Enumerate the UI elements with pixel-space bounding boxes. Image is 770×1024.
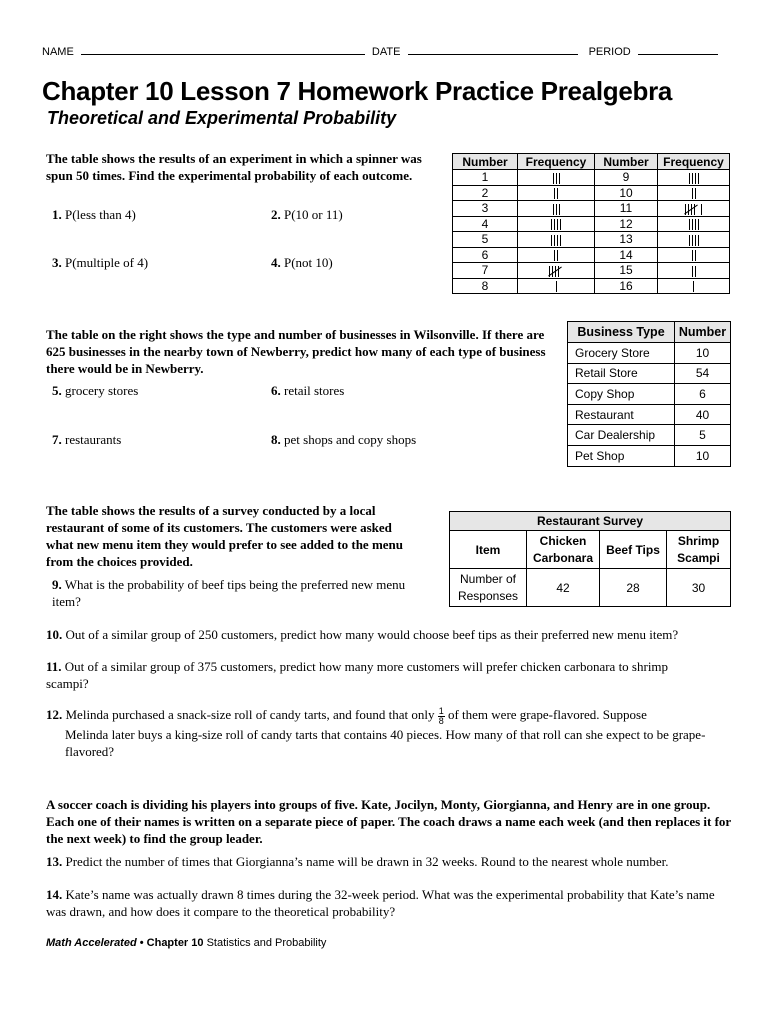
survey-intro: The table shows the results of a survey conducted by a local restaurant of some of its customers. The customers were asked what new menu item they would prefer to see added to the menu from the choices provided.	[46, 503, 403, 569]
question-14: 14. Kate’s name was actually drawn 8 times during the 32-week period. What was the experimental probability that Kate’s name was drawn, and how does it compare to the theoretical probability?	[46, 887, 715, 919]
question-7: 7. restaurants	[52, 432, 122, 447]
business-count: 10	[675, 343, 731, 364]
tally-marks	[554, 188, 558, 199]
spinner-frequency	[658, 216, 730, 232]
question-9: 9. What is the probability of beef tips being the preferred new menu item?	[52, 577, 406, 609]
tally-marks	[551, 219, 561, 230]
question-2: 2. P(10 or 11)	[271, 207, 343, 222]
responses-label: Number of Responses	[450, 569, 527, 607]
tally-marks	[554, 250, 558, 261]
spinner-number: 13	[595, 232, 658, 248]
question-6: 6. retail stores	[271, 383, 345, 398]
spinner-number: 2	[453, 185, 518, 201]
spinner-number: 4	[453, 216, 518, 232]
business-type: Car Dealership	[568, 425, 675, 446]
spinner-number: 12	[595, 216, 658, 232]
period-label: PERIOD	[588, 46, 631, 58]
tally-marks	[689, 219, 699, 230]
question-3: 3. P(multiple of 4)	[52, 255, 149, 270]
spinner-frequency	[658, 247, 730, 263]
date-field[interactable]	[408, 44, 578, 55]
spinner-frequency	[658, 263, 730, 279]
question-4: 4. P(not 10)	[271, 255, 333, 270]
item-header: Item	[450, 531, 527, 569]
col-number-2: Number	[595, 154, 658, 170]
spinner-number: 6	[453, 247, 518, 263]
survey-title: Restaurant Survey	[450, 512, 731, 531]
tally-marks	[689, 173, 699, 184]
spinner-number: 14	[595, 247, 658, 263]
business-count: 40	[675, 404, 731, 425]
question-12: 12. Melinda purchased a snack-size roll of candy tarts, and found that only $\frac{1}{8}$ of them were grape-flavored. Suppose Melinda later buys a king-size roll of candy tarts that contains 40 pieces. How many of that roll can she expect to be grape-flavored?	[46, 705, 706, 759]
question-13: 13. Predict the number of times that Giorgianna’s name will be drawn in 32 weeks. Round to the nearest whole number.	[46, 854, 669, 869]
col-number-1: Number	[453, 154, 518, 170]
beef-tips-header: Beef Tips	[600, 531, 667, 569]
spinner-frequency	[518, 185, 595, 201]
table-row	[453, 170, 730, 186]
business-type: Restaurant	[568, 404, 675, 425]
spinner-frequency	[518, 216, 595, 232]
restaurant-survey-table	[449, 511, 731, 607]
spinner-number: 8	[453, 278, 518, 294]
business-count: 10	[675, 445, 731, 466]
table-row	[568, 445, 731, 466]
spinner-frequency	[658, 232, 730, 248]
tally-marks	[689, 235, 699, 246]
spinner-frequency	[518, 170, 595, 186]
soccer-intro: A soccer coach is dividing his players into groups of five. Kate, Jocilyn, Monty, Giorgianna, and Henry are in one group. Each one of their names is written on a separate piece of paper. The coach draws a name each week (and then replaces it for the next week) to find the group leader.	[46, 797, 731, 846]
tally-marks	[685, 204, 702, 215]
question-8: 8. pet shops and copy shops	[271, 432, 417, 447]
spinner-frequency	[658, 278, 730, 294]
tally-marks	[556, 281, 557, 292]
business-type: Pet Shop	[568, 445, 675, 466]
spinner-frequency	[518, 232, 595, 248]
question-1: 1. P(less than 4)	[52, 207, 136, 222]
spinner-frequency	[518, 201, 595, 217]
spinner-frequency	[518, 263, 595, 279]
period-field[interactable]	[638, 44, 718, 55]
business-type: Retail Store	[568, 363, 675, 384]
question-5: 5. grocery stores	[52, 383, 139, 398]
table-row	[453, 232, 730, 248]
name-label: NAME	[42, 46, 74, 58]
tally-marks	[549, 266, 563, 277]
table-row	[453, 278, 730, 294]
business-count: 54	[675, 363, 731, 384]
table-row	[568, 404, 731, 425]
table-row	[568, 384, 731, 405]
business-count: 5	[675, 425, 731, 446]
tally-marks	[692, 266, 696, 277]
table-row	[453, 201, 730, 217]
col-frequency-2: Frequency	[658, 154, 730, 170]
name-field[interactable]	[81, 44, 365, 55]
spinner-number: 11	[595, 201, 658, 217]
tally-marks	[693, 281, 694, 292]
spinner-number: 15	[595, 263, 658, 279]
spinner-frequency	[658, 170, 730, 186]
spinner-frequency	[658, 185, 730, 201]
shrimp-scampi-header: Shrimp Scampi	[667, 531, 731, 569]
business-intro: The table on the right shows the type and number of businesses in Wilsonville. If there are 625 businesses in the nearby town of Newberry, predict how many of each type of business there would be in Newberry.	[46, 327, 546, 376]
tally-marks	[553, 204, 560, 215]
page-title: Chapter 10 Lesson 7 Homework Practice Prealgebra	[42, 76, 673, 106]
date-label: DATE	[371, 46, 401, 58]
chicken-carbonara-count: 42	[527, 569, 600, 607]
table-row	[453, 247, 730, 263]
spinner-intro: The table shows the results of an experiment in which a spinner was spun 50 times. Find the experimental probability of each outcome.	[46, 151, 422, 183]
spinner-frequency	[658, 201, 730, 217]
tally-marks	[553, 173, 560, 184]
question-10: 10. Out of a similar group of 250 customers, predict how many would choose beef tips as their preferred new menu item?	[46, 627, 679, 642]
table-row	[568, 343, 731, 364]
spinner-table	[452, 153, 730, 294]
business-type: Copy Shop	[568, 384, 675, 405]
chicken-carbonara-header: Chicken Carbonara	[527, 531, 600, 569]
col-frequency-1: Frequency	[518, 154, 595, 170]
spinner-number: 7	[453, 263, 518, 279]
beef-tips-count: 28	[600, 569, 667, 607]
business-table	[567, 321, 731, 467]
spinner-number: 3	[453, 201, 518, 217]
col-business-number: Number	[675, 322, 731, 343]
table-row	[453, 263, 730, 279]
col-business-type: Business Type	[568, 322, 675, 343]
student-info-header	[42, 44, 732, 59]
spinner-number: 16	[595, 278, 658, 294]
spinner-number: 5	[453, 232, 518, 248]
shrimp-scampi-count: 30	[667, 569, 731, 607]
spinner-frequency	[518, 247, 595, 263]
tally-marks	[692, 188, 696, 199]
spinner-number: 9	[595, 170, 658, 186]
question-11: 11. Out of a similar group of 375 customers, predict how many more customers will prefer chicken carbonara to shrimp scampi?	[46, 659, 669, 691]
spinner-frequency	[518, 278, 595, 294]
spinner-number: 1	[453, 170, 518, 186]
tally-marks	[692, 250, 696, 261]
tally-marks	[551, 235, 561, 246]
table-row	[453, 216, 730, 232]
table-row	[568, 363, 731, 384]
table-row	[453, 185, 730, 201]
business-count: 6	[675, 384, 731, 405]
business-type: Grocery Store	[568, 343, 675, 364]
fraction-one-eighth: $\frac{1}{8}$	[438, 705, 444, 726]
table-row	[568, 425, 731, 446]
page-subtitle: Theoretical and Experimental Probability	[47, 108, 397, 128]
page-footer: Math Accelerated • Chapter 10 Statistics and Probability	[46, 937, 327, 949]
spinner-number: 10	[595, 185, 658, 201]
